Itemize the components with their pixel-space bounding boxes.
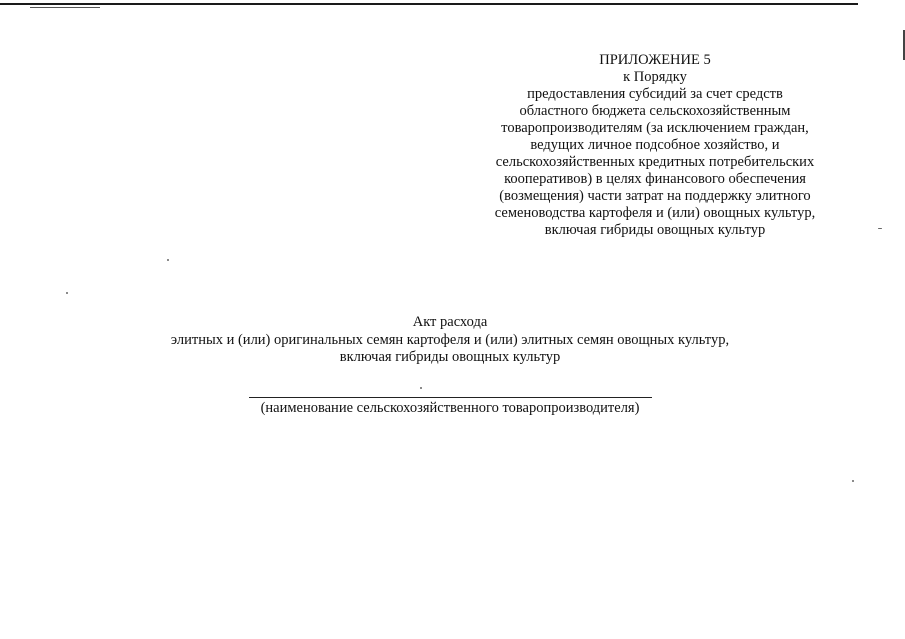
scan-speck <box>420 387 422 389</box>
appendix-title: ПРИЛОЖЕНИЕ 5 <box>599 52 711 68</box>
appendix-line: (возмещения) части затрат на поддержку элитного <box>499 188 811 204</box>
act-subtitle-line: элитных и (или) оригинальных семян картофеля и (или) элитных семян овощных культур, <box>170 331 730 348</box>
producer-name-caption: (наименование сельскохозяйственного товаропроизводителя) <box>260 400 640 416</box>
appendix-header <box>470 52 840 239</box>
appendix-line: семеноводства картофеля и (или) овощных культур, <box>494 205 816 221</box>
appendix-line: товаропроизводителям (за исключением граждан, <box>501 120 809 136</box>
scan-speck <box>167 259 169 261</box>
act-title: Акт расхода <box>412 314 488 330</box>
appendix-line: кооперативов) в целях финансового обеспечения <box>504 171 806 187</box>
appendix-line: включая гибриды овощных культур <box>544 222 766 238</box>
appendix-line: сельскохозяйственных кредитных потребительских <box>495 154 815 170</box>
act-heading <box>100 314 800 367</box>
top-border-line <box>0 3 858 5</box>
scan-speck <box>852 480 854 482</box>
appendix-line: к Порядку <box>623 69 687 85</box>
producer-name-blank <box>249 397 652 398</box>
appendix-line: предоставления субсидий за счет средств <box>527 86 783 102</box>
act-subtitle-line: включая гибриды овощных культур <box>339 349 561 365</box>
scan-speck <box>878 228 882 229</box>
appendix-line: ведущих личное подсобное хозяйство, и <box>530 137 780 153</box>
appendix-line: областного бюджета сельскохозяйственным <box>519 103 791 119</box>
scan-speck <box>66 292 68 294</box>
top-border-fragment <box>30 7 100 8</box>
